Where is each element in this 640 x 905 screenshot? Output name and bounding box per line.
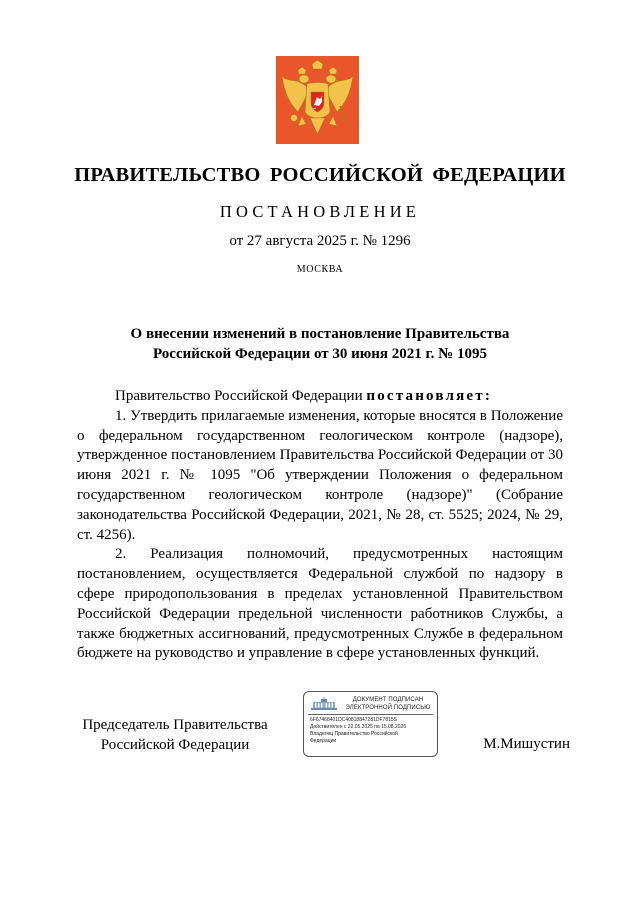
stamp-serial: 6F67468401DC40818847281DF7815S [310, 717, 398, 723]
heading-line-1: О внесении изменений в постановление Правительства [130, 326, 510, 342]
paragraph-item-2: 2. Реализация полномочий, предусмотренных настоящим постановлением, осуществляется Федеральной службой по надзору в сфере природопользования в пределах установленной Правительством Российской Федерации предельной численности работников Службы, а также бюджетных ассигнований, предусмотренных Службе в федеральном бюджете на руководство и управление в сфере установленных функций. [77, 546, 563, 662]
paragraph-item-1: 1. Утвердить прилагаемые изменения, которые вносятся в Положение о федеральном государственном геологическом контроле (надзоре), утвержденное постановлением Правительства Российской Федерации от 30 июня 2021 г. № 1095 "Об утверждении Положения о федеральном государственном геологическом контроле (надзоре)" (Собрание законодательства Российской Федерации, 2021, № 28, ст. 5525; 2024, № 29, ст. 4256). [77, 407, 563, 543]
signatory-name: М.Мишустин [483, 736, 570, 752]
electronic-signature-stamp [303, 691, 438, 757]
document-city: МОСКВА [296, 264, 344, 275]
document-type: ПОСТАНОВЛЕНИЕ [219, 202, 421, 221]
intro-paragraph [77, 387, 563, 407]
stamp-title-line-2: ЭЛЕКТРОННОЙ ПОДПИСЬЮ [345, 704, 431, 711]
stamp-owner-line-1: Владелец Правительство Российской [310, 731, 398, 737]
stamp-validity: Действителен с 22.05.2025 по 15.08.2026 [310, 724, 407, 730]
heading-line-2: Российской Федерации от 30 июня 2021 г. № 1095 [153, 346, 487, 362]
russian-coat-of-arms-icon [276, 56, 359, 144]
intro-text: Правительство Российской Федерации [115, 388, 367, 404]
signatory-position [60, 716, 290, 755]
document-date-number: от 27 августа 2025 г. № 1296 [229, 233, 411, 249]
position-line-2: Российской Федерации [100, 736, 250, 753]
stamp-owner-line-2: Федерации [310, 738, 337, 744]
position-line-1: Председатель Правительства [82, 717, 268, 733]
resolves-keyword: постановляет: [366, 388, 493, 404]
government-building-icon [309, 697, 339, 712]
stamp-title [342, 697, 434, 712]
government-title: ПРАВИТЕЛЬСТВО РОССИЙСКОЙ ФЕДЕРАЦИИ [74, 164, 566, 186]
stamp-title-line-1: ДОКУМЕНТ ПОДПИСАН [352, 697, 424, 703]
stamp-details [310, 717, 435, 745]
stamp-divider [308, 714, 433, 715]
document-body [77, 387, 563, 664]
document-heading [80, 324, 560, 364]
